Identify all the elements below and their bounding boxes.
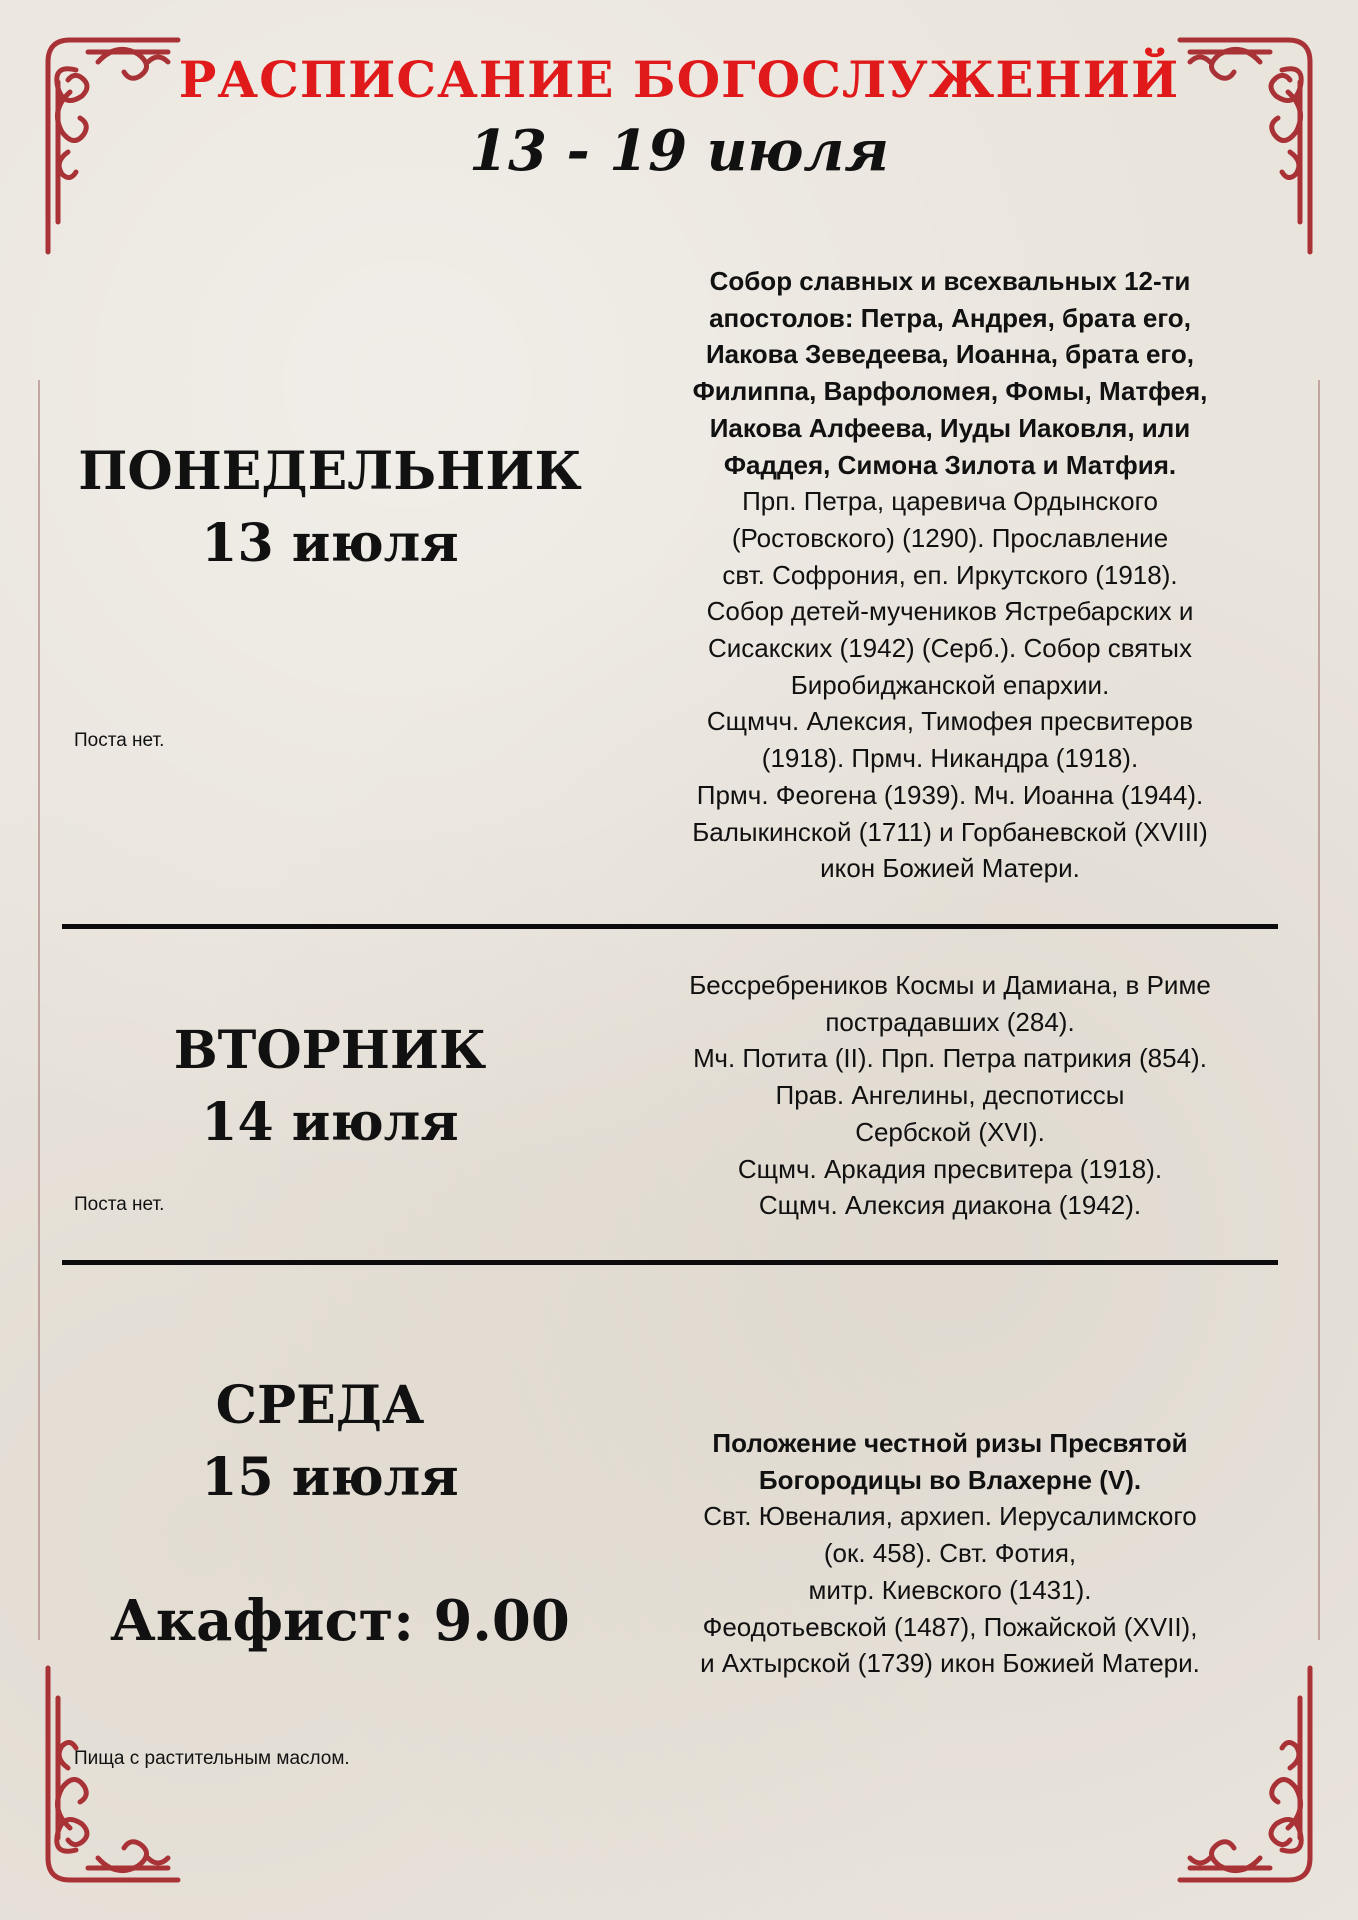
saints-line: митр. Киевского (1431).	[808, 1574, 1092, 1605]
day-name-tuesday: ВТОРНИК	[173, 1020, 487, 1081]
saints-list-wednesday	[600, 1425, 1300, 1682]
page-title: РАСПИСАНИЕ БОГОСЛУЖЕНИЙ	[178, 50, 1180, 109]
saints-line: Собор славных и всехвальных 12-ти	[709, 266, 1191, 296]
saints-line: Сербской (XVI).	[855, 1116, 1045, 1147]
saints-line: Иакова Алфеева, Иуды Иаковля, или	[709, 412, 1191, 443]
saints-line: Биробиджанской епархии.	[790, 669, 1110, 700]
saints-line: Сщмч. Аркадия пресвитера (1918).	[737, 1153, 1163, 1184]
saints-list-monday	[600, 263, 1300, 887]
section-divider	[62, 1260, 1278, 1265]
saints-line: Иакова Зеведеева, Иоанна, брата его,	[705, 339, 1195, 370]
day-date-tuesday: 14 июля	[201, 1092, 459, 1153]
saints-line: Фаддея, Симона Зилота и Матфия.	[723, 449, 1177, 480]
frame-line-right	[1318, 380, 1320, 1640]
saints-line: Филиппа, Варфоломея, Фомы, Матфея,	[692, 376, 1208, 407]
saints-list-tuesday	[600, 967, 1300, 1224]
saints-line: (1918). Прмч. Никандра (1918).	[761, 743, 1139, 774]
saints-line: Собор детей-мучеников Ястребарских и	[706, 596, 1194, 627]
saints-line: пострадавших (284).	[825, 1006, 1075, 1037]
saints-line: Феодотьевской (1487), Пожайской (XVII),	[702, 1611, 1198, 1642]
saints-line: Богородицы во Влахерне (V).	[758, 1464, 1142, 1495]
saints-line: Прп. Петра, царевича Ордынского	[742, 486, 1158, 517]
saints-line: свт. Софрония, еп. Иркутского (1918).	[722, 559, 1178, 590]
saints-line: икон Божией Матери.	[820, 853, 1080, 884]
saints-line: Сисакских (1942) (Серб.). Собор святых	[708, 633, 1192, 664]
fast-note-wednesday: Пища с растительным маслом.	[74, 1748, 350, 1769]
saints-line: Мч. Потита (II). Прп. Петра патрикия (854).	[693, 1043, 1207, 1074]
day-name-monday: ПОНЕДЕЛЬНИК	[78, 441, 582, 502]
day-name-wednesday: СРЕДА	[215, 1375, 425, 1436]
saints-line: (Ростовского) (1290). Прославление	[731, 522, 1169, 553]
day-date-monday: 13 июля	[201, 513, 459, 574]
saints-line: Свт. Ювеналия, архиеп. Иерусалимского	[703, 1501, 1197, 1532]
day-date-wednesday: 15 июля	[201, 1447, 459, 1508]
saints-line: Положение честной ризы Пресвятой	[712, 1428, 1188, 1458]
saints-line: Прав. Ангелины, деспотиссы	[775, 1080, 1125, 1111]
corner-ornament-icon	[1170, 1658, 1330, 1898]
fast-note-monday: Поста нет.	[74, 730, 165, 751]
saints-line: (ок. 458). Свт. Фотия,	[823, 1538, 1077, 1569]
saints-line: Сщмчч. Алексия, Тимофея пресвитеров	[706, 706, 1194, 737]
saints-line: Бессребреников Космы и Дамиана, в Риме	[689, 970, 1211, 1000]
saints-line: Сщмч. Алексия диакона (1942).	[758, 1190, 1142, 1221]
service-time: Акафист: 9.00	[110, 1588, 570, 1654]
saints-line: апостолов: Петра, Андрея, брата его,	[709, 302, 1191, 333]
corner-ornament-icon	[28, 1658, 188, 1898]
section-divider	[62, 924, 1278, 929]
saints-line: и Ахтырской (1739) икон Божией Матери.	[700, 1648, 1200, 1679]
fast-note-tuesday: Поста нет.	[74, 1194, 165, 1215]
date-range: 13 - 19 июля	[469, 118, 889, 184]
saints-line: Прмч. Феогена (1939). Мч. Иоанна (1944).	[696, 779, 1204, 810]
saints-line: Балыкинской (1711) и Горбаневской (XVIII)	[692, 816, 1208, 847]
